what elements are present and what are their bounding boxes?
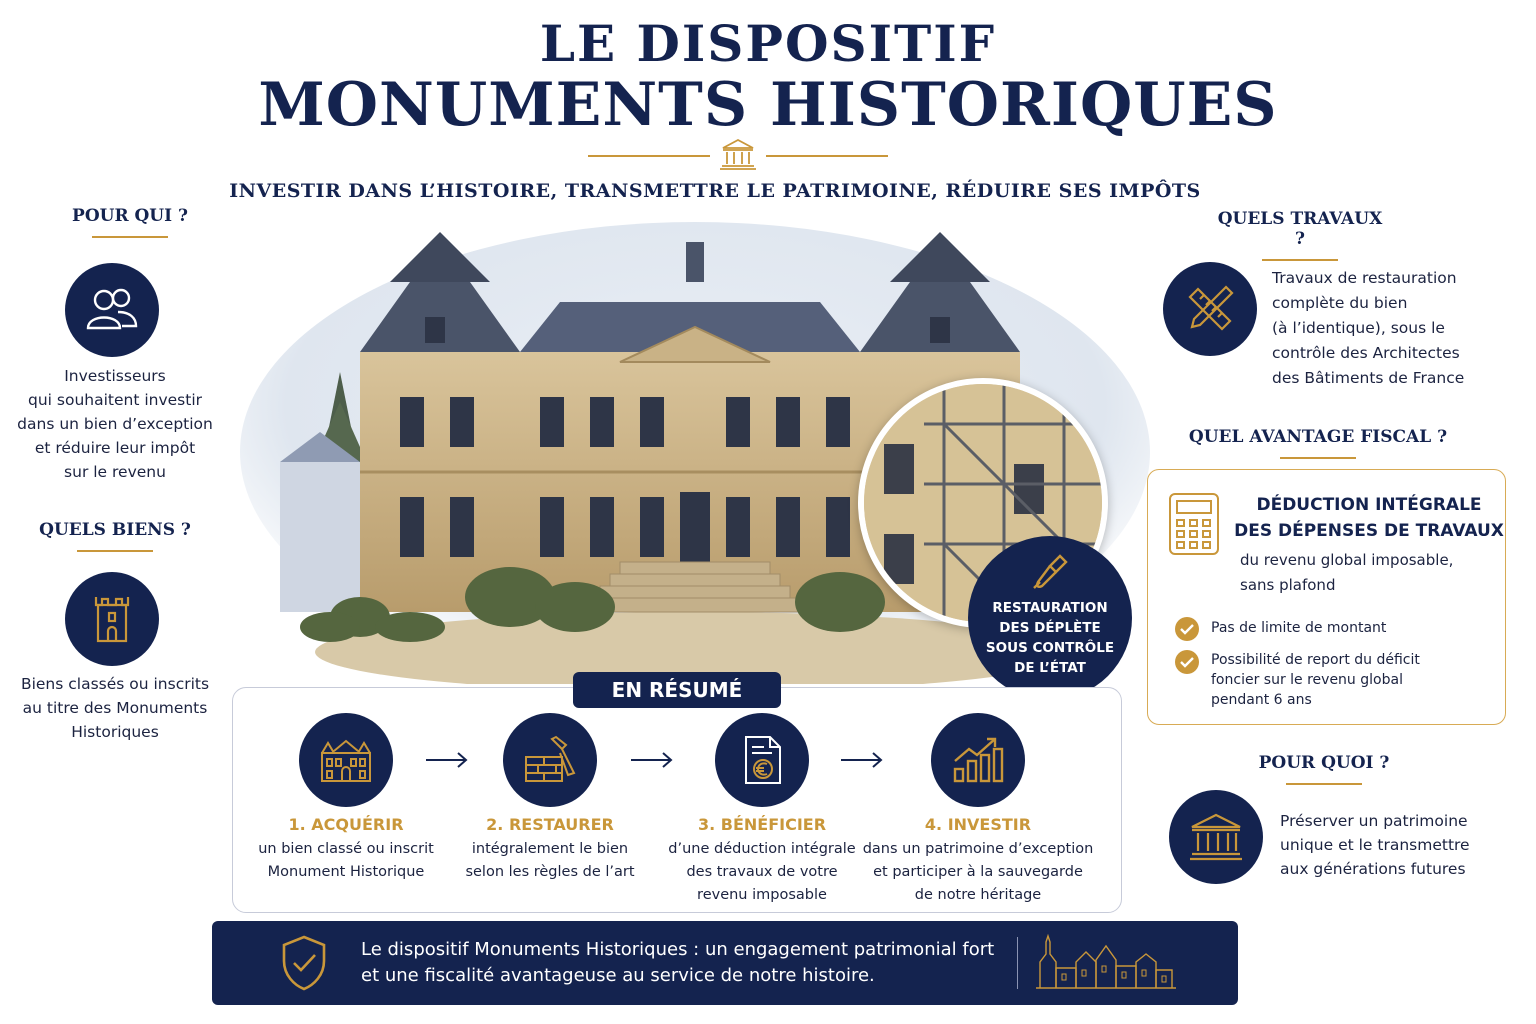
calculator-icon — [1166, 490, 1222, 558]
text-line: DÉDUCTION INTÉGRALE — [1256, 495, 1482, 515]
text-line: selon les règles de l’art — [465, 864, 635, 880]
pour-quoi-heading — [1236, 753, 1412, 785]
fiscal-title — [1230, 492, 1508, 544]
text-line: DES DÉPENSES DE TRAVAUX — [1234, 521, 1504, 541]
text-line: un bien classé ou inscrit — [258, 841, 434, 857]
step-3-title: 3. BÉNÉFICIER — [697, 815, 827, 834]
restoration-badge-text — [978, 598, 1122, 678]
badge-line: SOUS CONTRÔLE — [985, 640, 1115, 656]
step-3-badge — [715, 713, 809, 807]
text-line: contrôle des Architectes — [1272, 344, 1460, 362]
text-line: de notre héritage — [914, 887, 1042, 903]
avantage-heading — [1180, 427, 1456, 459]
ruler-pencil-icon — [1182, 281, 1238, 337]
text-line: aux générations futures — [1280, 860, 1466, 878]
text-line: et une fiscalité avantageuse au service de notre histoire. — [361, 965, 875, 986]
heading-underline — [1262, 259, 1338, 261]
step-4-desc — [860, 838, 1096, 907]
bricks-trowel-icon — [522, 735, 578, 785]
heading-underline — [92, 236, 168, 238]
text-line: des travaux de votre — [686, 864, 838, 880]
text-line: complète du bien — [1272, 294, 1408, 312]
trowel-icon — [1030, 552, 1070, 592]
pour-qui-text — [10, 364, 220, 484]
euro-document-icon — [740, 733, 784, 787]
text-line: (à l’identique), sous le — [1272, 319, 1445, 337]
quels-biens-heading-text: QUELS BIENS ? — [39, 520, 191, 540]
text-line: et participer à la sauvegarde — [873, 864, 1083, 880]
text-line: intégralement le bien — [471, 841, 629, 857]
arrow-right-icon — [839, 748, 885, 772]
text-line: qui souhaitent investir — [27, 391, 203, 409]
title-line-1: LE DISPOSITIF — [539, 14, 997, 73]
badge-line: DES DÉPLÈTE — [999, 620, 1101, 636]
check-item-1 — [1211, 618, 1386, 638]
text-line: Préserver un patrimoine — [1280, 812, 1468, 830]
text-line: dans un patrimoine d’exception — [862, 841, 1094, 857]
step-3-desc — [657, 838, 867, 907]
arrow-right-icon — [424, 748, 470, 772]
text-line: d’une déduction intégrale — [668, 841, 856, 857]
quels-biens-badge — [65, 572, 159, 666]
subtitle: INVESTIR DANS L’HISTOIRE, TRANSMETTRE LE PATRIMOINE, RÉDUIRE SES IMPÔTS — [229, 180, 1201, 202]
tower-icon — [90, 593, 134, 645]
quels-travaux-heading — [1210, 209, 1390, 261]
quels-travaux-heading-text: QUELS TRAVAUX ? — [1217, 209, 1383, 249]
text-line: sur le revenu — [64, 463, 166, 481]
footer-divider — [1017, 937, 1018, 989]
text-line: et réduire leur impôt — [34, 439, 196, 457]
text-line: Travaux de restauration — [1272, 269, 1457, 287]
restoration-badge — [968, 536, 1132, 700]
quels-biens-text — [12, 672, 218, 744]
chateau-icon — [318, 735, 374, 785]
badge-line: DE L’ÉTAT — [1014, 660, 1086, 676]
pour-qui-badge — [65, 263, 159, 357]
check-icon — [1175, 617, 1199, 641]
badge-line: RESTAURATION — [992, 600, 1108, 616]
heading-underline — [1286, 783, 1362, 785]
city-skyline-drawing — [1036, 932, 1176, 992]
heading-underline — [77, 550, 153, 552]
step-1-title: 1. ACQUÉRIR — [288, 815, 404, 834]
text-line: Historiques — [71, 723, 159, 741]
step-4-badge — [931, 713, 1025, 807]
text-line: au titre des Monuments — [22, 699, 208, 717]
text-line: des Bâtiments de France — [1272, 369, 1465, 387]
people-icon — [82, 284, 142, 336]
quels-travaux-badge — [1163, 262, 1257, 356]
title-line-2: MONUMENTS HISTORIQUES — [258, 70, 1278, 140]
text-line: Biens classés ou inscrits — [20, 675, 210, 693]
title-divider — [588, 136, 888, 176]
text-line: pendant 6 ans — [1211, 692, 1312, 708]
check-icon — [1175, 650, 1199, 674]
step-2-title: 2. RESTAURER — [486, 815, 614, 834]
text-line: Possibilité de report du déficit — [1211, 652, 1420, 668]
museum-icon — [1188, 811, 1244, 863]
growth-chart-icon — [951, 735, 1005, 785]
arrow-right-icon — [629, 748, 675, 772]
pour-qui-heading — [40, 206, 220, 238]
fiscal-subtitle — [1240, 548, 1453, 598]
step-2-badge — [503, 713, 597, 807]
text-line: foncier sur le revenu global — [1211, 672, 1403, 688]
text-line: sans plafond — [1240, 576, 1336, 594]
pour-quoi-badge — [1169, 790, 1263, 884]
text-line: du revenu global imposable, — [1240, 551, 1454, 569]
quels-biens-heading — [20, 520, 210, 552]
pour-quoi-text — [1280, 809, 1470, 881]
pour-quoi-heading-text: POUR QUOI ? — [1258, 753, 1390, 773]
step-1-badge — [299, 713, 393, 807]
check-item-2 — [1211, 650, 1420, 710]
text-line: dans un bien d’exception — [17, 415, 213, 433]
step-4-title: 4. INVESTIR — [924, 815, 1032, 834]
temple-icon — [720, 140, 756, 169]
text-line: Le dispositif Monuments Historiques : un engagement patrimonial fort — [361, 939, 995, 960]
avantage-heading-text: QUEL AVANTAGE FISCAL ? — [1188, 427, 1448, 447]
quels-travaux-text — [1272, 266, 1464, 391]
pour-qui-heading-text: POUR QUI ? — [72, 206, 188, 226]
text-line: unique et le transmettre — [1280, 836, 1470, 854]
text-line: Investisseurs — [64, 367, 166, 385]
text-line: revenu imposable — [697, 887, 827, 903]
heading-underline — [1280, 457, 1356, 459]
shield-check-icon — [278, 933, 330, 993]
step-1-desc — [241, 838, 451, 884]
text-line: Monument Historique — [267, 864, 425, 880]
text-line: Pas de limite de montant — [1211, 620, 1387, 636]
footer-message — [361, 937, 994, 989]
step-2-desc — [445, 838, 655, 884]
resume-tag: EN RÉSUMÉ — [573, 672, 781, 708]
